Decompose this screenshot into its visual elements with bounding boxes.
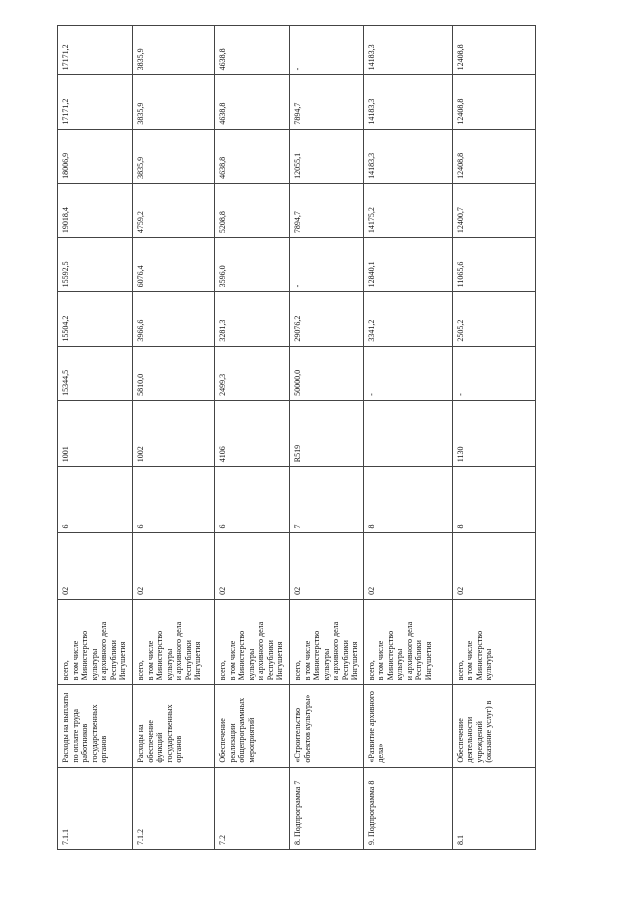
cell-grbs: 02 (215, 533, 290, 599)
cell-grbs: 02 (58, 533, 133, 599)
cell-y2016: - (290, 238, 364, 292)
cell-y2014: 5810,0 (133, 346, 215, 400)
cell-y2018: 14183,3 (363, 129, 452, 183)
cell-grbs: 02 (133, 533, 215, 599)
cell-y2015: 15504,2 (58, 292, 133, 346)
cell-name: «Развитие архивного дела» (363, 685, 452, 767)
cell-y2019: 4638,8 (215, 75, 290, 129)
cell-funding-source: всего, в том числе Министерство культуры (452, 599, 535, 684)
cell-y2015: 3966,6 (133, 292, 215, 346)
cell-y2014: 50000,0 (290, 346, 364, 400)
cell-y2017: 19018,4 (58, 183, 133, 237)
cell-y2020: 17171,2 (58, 26, 133, 75)
cell-y2018: 3835,9 (133, 129, 215, 183)
cell-funding-source: всего, в том числе Министерство культуры и архивного дела Республики Ингушетия (215, 599, 290, 684)
cell-funding-source: всего, в том числе Министерство культуры и архивного дела Республики Ингушетия (58, 599, 133, 684)
cell-funding-source: всего, в том числе Министерство культуры и архивного дела Республики Ингушетия (363, 599, 452, 684)
cell-program: 8 (452, 467, 535, 533)
table-body (58, 26, 536, 850)
cell-number: 9. Подпрограмма 8 (363, 767, 452, 849)
cell-number: 7.1.1 (58, 767, 133, 849)
cell-y2018: 12055,1 (290, 129, 364, 183)
cell-y2020: 4638,8 (215, 26, 290, 75)
cell-y2016: 15592,5 (58, 238, 133, 292)
cell-funding-source: всего, в том числе Министерство культуры и архивного дела Республики Ингушетия (290, 599, 364, 684)
cell-program: 6 (133, 467, 215, 533)
table-row (452, 26, 535, 850)
cell-y2015: 3281,3 (215, 292, 290, 346)
cell-y2014: - (363, 346, 452, 400)
cell-y2018: 12408,8 (452, 129, 535, 183)
cell-y2016: 6076,4 (133, 238, 215, 292)
cell-y2015: 3341,2 (363, 292, 452, 346)
cell-y2020: - (290, 26, 364, 75)
cell-name: Расходы на выплаты по оплате труда работников государственных органов (58, 685, 133, 767)
cell-y2015: 29076,2 (290, 292, 364, 346)
cell-funding-source: всего, в том числе Министерство культуры и архивного дела Республики Ингушетия (133, 599, 215, 684)
cell-y2015: 2505,2 (452, 292, 535, 346)
budget-table (57, 25, 536, 850)
table-row (58, 26, 133, 850)
cell-y2019: 12408,8 (452, 75, 535, 129)
cell-subprogram: 1001 (58, 400, 133, 466)
cell-y2019: 3835,9 (133, 75, 215, 129)
cell-program: 7 (290, 467, 364, 533)
cell-y2016: 3596,0 (215, 238, 290, 292)
cell-grbs: 02 (452, 533, 535, 599)
cell-y2017: 5208,8 (215, 183, 290, 237)
cell-name: Обеспечение реализации общепрограммных мероприятий (215, 685, 290, 767)
cell-y2020: 14183,3 (363, 26, 452, 75)
cell-grbs: 02 (363, 533, 452, 599)
table-row (290, 26, 364, 850)
cell-subprogram: 1002 (133, 400, 215, 466)
cell-number: 8. Подпрограмма 7 (290, 767, 364, 849)
table-row (133, 26, 215, 850)
cell-y2017: 7894,7 (290, 183, 364, 237)
table-row (363, 26, 452, 850)
cell-number: 7.1.2 (133, 767, 215, 849)
cell-y2017: 4759,2 (133, 183, 215, 237)
cell-subprogram: 1130 (452, 400, 535, 466)
cell-y2018: 18006,9 (58, 129, 133, 183)
cell-y2016: 11065,6 (452, 238, 535, 292)
cell-y2018: 4638,8 (215, 129, 290, 183)
cell-subprogram: 4106 (215, 400, 290, 466)
cell-program: 6 (215, 467, 290, 533)
cell-y2017: 12400,7 (452, 183, 535, 237)
cell-name: Расходы на обеспечение функций государственных органов (133, 685, 215, 767)
cell-y2020: 12408,8 (452, 26, 535, 75)
rotated-table-container (57, 25, 527, 850)
cell-y2014: - (452, 346, 535, 400)
cell-y2020: 3835,9 (133, 26, 215, 75)
cell-number: 8.1 (452, 767, 535, 849)
cell-y2014: 2499,3 (215, 346, 290, 400)
cell-y2017: 14175,2 (363, 183, 452, 237)
cell-program: 8 (363, 467, 452, 533)
cell-subprogram: R519 (290, 400, 364, 466)
cell-name: «Строительство объектов культуры» (290, 685, 364, 767)
cell-y2019: 17171,2 (58, 75, 133, 129)
cell-y2019: 14183,3 (363, 75, 452, 129)
cell-name: Обеспечение деятельности учреждений (оказание услуг) в (452, 685, 535, 767)
table-row (215, 26, 290, 850)
cell-y2014: 15344,5 (58, 346, 133, 400)
cell-y2019: 7894,7 (290, 75, 364, 129)
cell-subprogram (363, 400, 452, 466)
cell-grbs: 02 (290, 533, 364, 599)
cell-number: 7.2 (215, 767, 290, 849)
cell-program: 6 (58, 467, 133, 533)
cell-y2016: 12840,1 (363, 238, 452, 292)
